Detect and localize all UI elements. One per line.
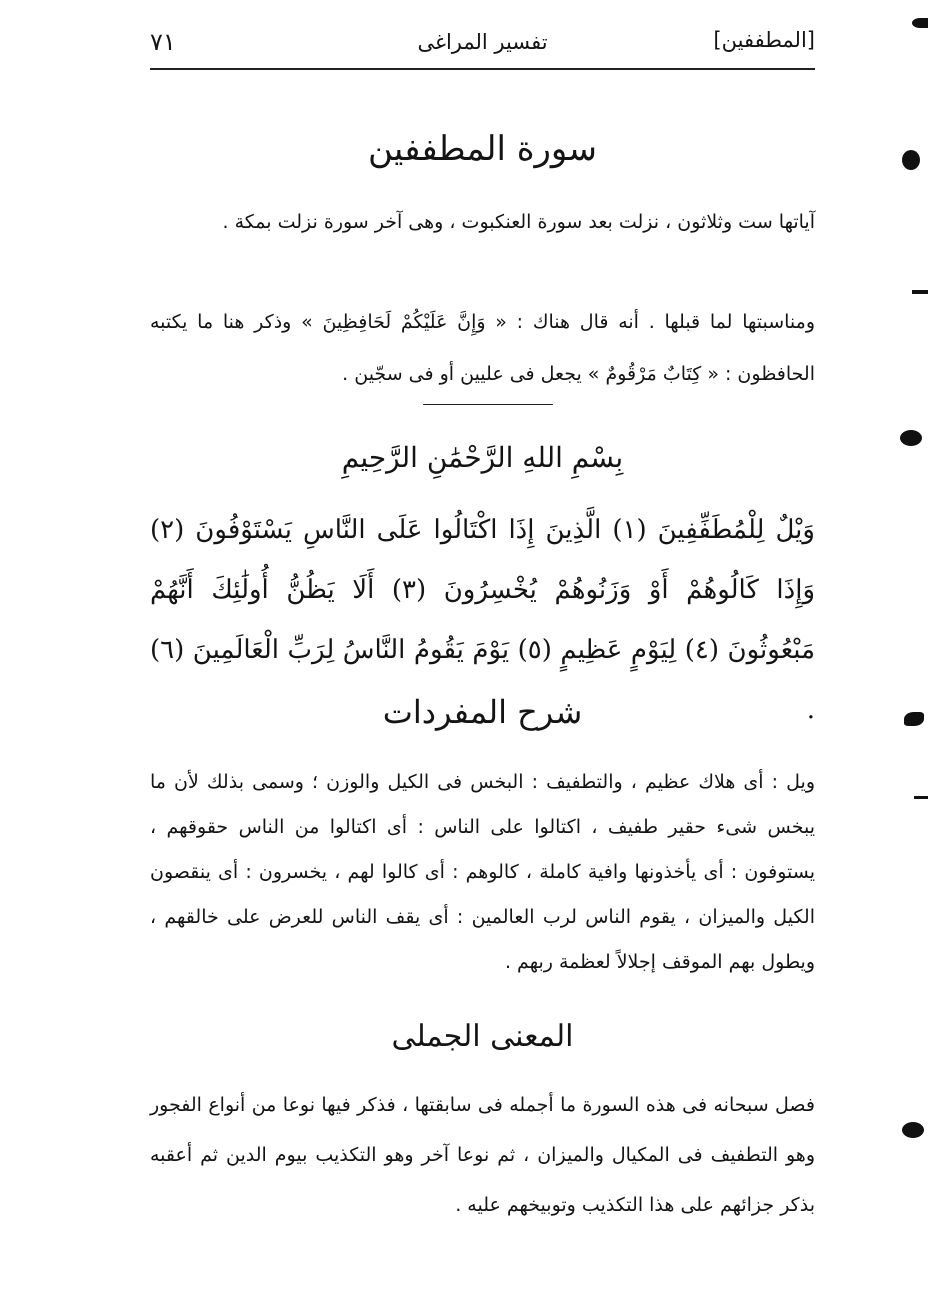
running-header bbox=[150, 22, 815, 64]
scan-mark bbox=[904, 712, 924, 726]
header-rule bbox=[150, 68, 815, 70]
intro-text-1: آياتها ست وثلاثون ، نزلت بعد سورة العنكبوت ، وهى آخر سورة نزلت بمكة . bbox=[222, 211, 815, 233]
summary-text: فصل سبحانه فى هذه السورة ما أجمله فى سابقتها ، فذكر فيها نوعا من أنواع الفجور وهو التطفيف فى المكيال والميزان ، ثم نوعا آخر وهو التكذيب بيوم الدين ثم أعقبه بذكر جزائهم على هذا التكذيب وتوبيخهم عليه . bbox=[150, 1094, 815, 1216]
vocabulary-heading: شرح المفردات bbox=[382, 693, 583, 731]
vocabulary-paragraph bbox=[150, 760, 815, 985]
page-number: ٧١ bbox=[150, 28, 176, 56]
vocabulary-text: ويل : أى هلاك عظيم ، والتطفيف : البخس فى الكيل والوزن ؛ وسمى بذلك لأن ما يبخس شىء حقير طفيف ، اكتالوا على الناس : أى اكتالوا من الناس حقوقهم ، يستوفون : أى يأخذونها وافية كاملة ، كالوهم : أى كالوا لهم ، يخسرون : أى ينقصون الكيل والميزان ، يقوم الناس لرب العالمين : أى يقف الناس للعرض على خالقهم ، ويطول بهم الموقف إجلالاً لعظمة ربهم . bbox=[150, 771, 815, 973]
scan-mark bbox=[912, 290, 928, 294]
scan-mark bbox=[914, 796, 928, 799]
scan-mark bbox=[902, 150, 920, 170]
summary-heading: المعنى الجملى bbox=[391, 1019, 574, 1054]
scan-mark bbox=[900, 430, 922, 446]
section-divider bbox=[423, 404, 553, 405]
intro-paragraph-2 bbox=[150, 296, 815, 400]
book-title: تفسير المراغى bbox=[417, 30, 548, 54]
summary-paragraph bbox=[150, 1080, 815, 1230]
surah-title: سورة المطففين bbox=[368, 129, 597, 169]
surah-label: [المطففين] bbox=[713, 28, 815, 52]
intro-text-2: ومناسبتها لما قبلها . أنه قال هناك : « وَإِنَّ عَلَيْكُمْ لَحَافِظِينَ » وذكر هنا ما يكتبه الحافظون : « كِتَابٌ مَرْقُومٌ » يجعل فى عليين أو فى سجّين . bbox=[150, 311, 815, 385]
intro-paragraph-1 bbox=[150, 198, 815, 246]
scan-mark bbox=[912, 18, 928, 28]
verses-text: وَيْلٌ لِلْمُطَفِّفِينَ (١) الَّذِينَ إِذَا اكْتَالُوا عَلَى النَّاسِ يَسْتَوْفُونَ (٢) وَإِذَا كَالُوهُمْ أَوْ وَزَنُوهُمْ يُخْسِرُونَ (٣) أَلَا يَظُنُّ أُولَٰئِكَ أَنَّهُمْ مَبْعُوثُونَ (٤) لِيَوْمٍ عَظِيمٍ (٥) يَوْمَ يَقُومُ النَّاسُ لِرَبِّ الْعَالَمِينَ (٦) . bbox=[150, 515, 816, 725]
scan-mark bbox=[902, 1122, 924, 1138]
basmala: بِسْمِ اللهِ الرَّحْمَٰنِ الرَّحِيمِ bbox=[341, 441, 624, 474]
